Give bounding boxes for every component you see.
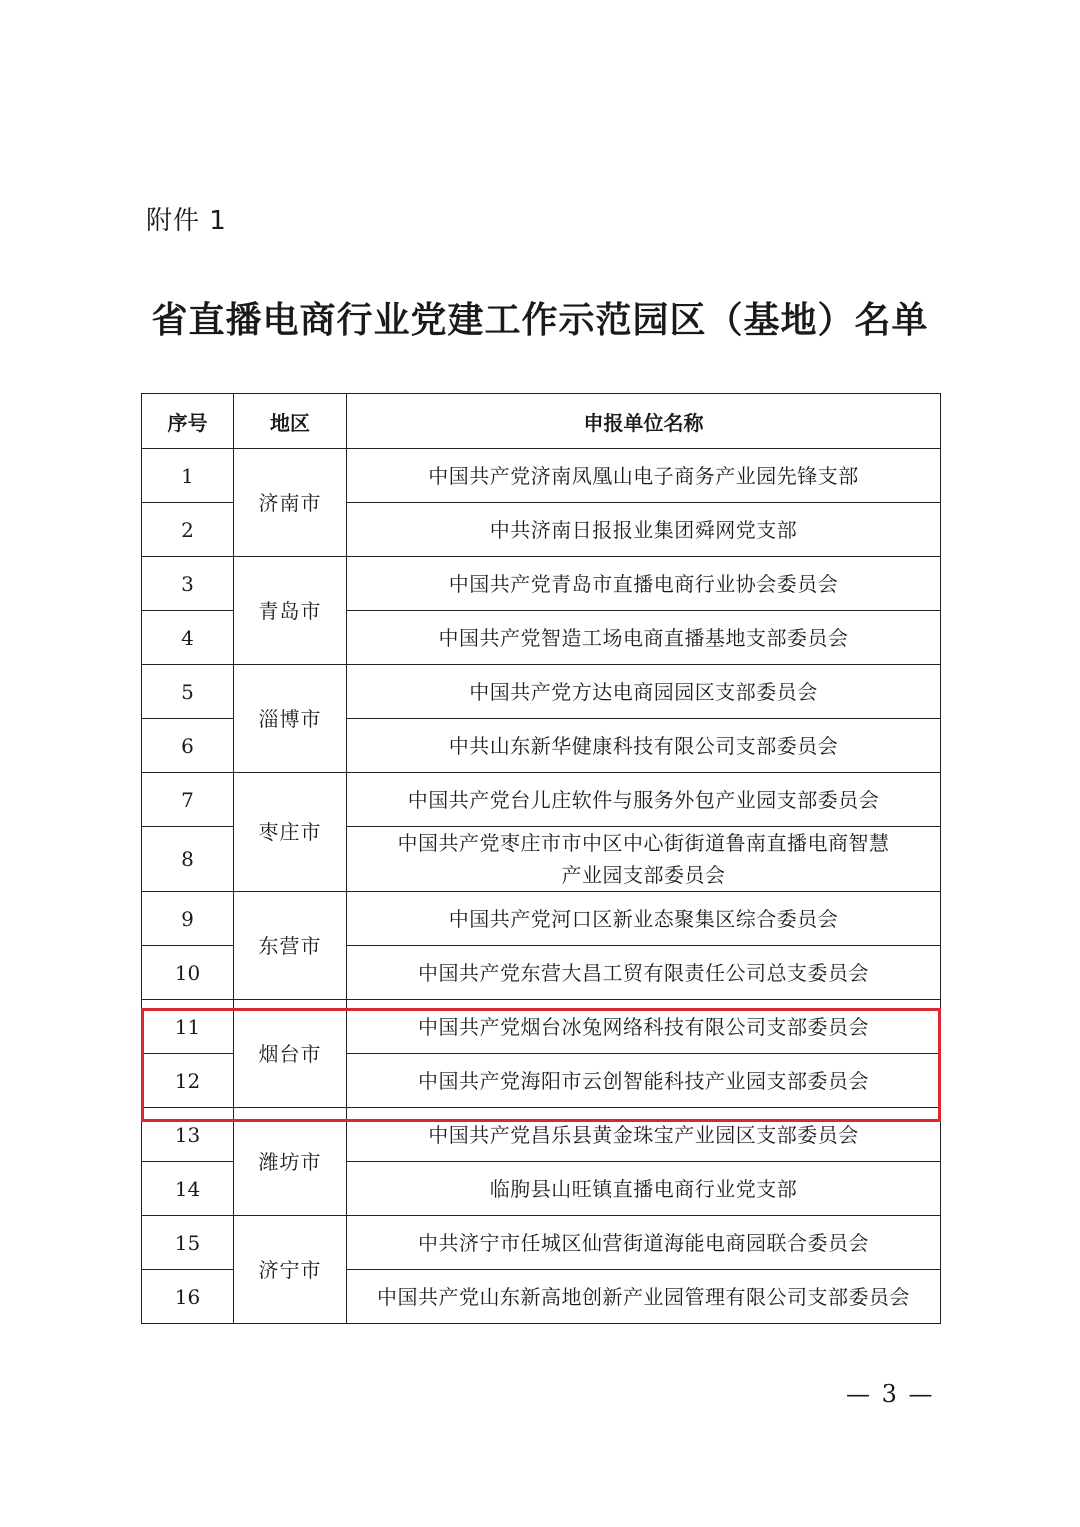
row-unit: 中国共产党方达电商园园区支部委员会 <box>347 665 941 719</box>
row-unit: 中国共产党山东新高地创新产业园管理有限公司支部委员会 <box>347 1270 941 1324</box>
table-header-row <box>142 394 941 449</box>
header-unit: 申报单位名称 <box>347 394 941 449</box>
table-row <box>142 773 941 827</box>
row-seq: 4 <box>142 611 234 665</box>
row-unit: 中共济宁市任城区仙营街道海能电商园联合委员会 <box>347 1216 941 1270</box>
row-seq: 9 <box>142 892 234 946</box>
table-row <box>142 1108 941 1162</box>
row-seq: 6 <box>142 719 234 773</box>
row-seq: 11 <box>142 1000 234 1054</box>
page-number: — 3 — <box>846 1380 935 1408</box>
row-seq: 3 <box>142 557 234 611</box>
row-region: 青岛市 <box>234 557 347 665</box>
row-unit-multiline <box>347 827 941 892</box>
row-region: 潍坊市 <box>234 1108 347 1216</box>
row-unit: 中国共产党河口区新业态聚集区综合委员会 <box>347 892 941 946</box>
row-unit-line-1: 中国共产党枣庄市市中区中心街街道鲁南直播电商智慧 <box>397 831 890 855</box>
attachment-label: 附件 1 <box>146 206 227 236</box>
table-row <box>142 449 941 503</box>
row-unit: 临朐县山旺镇直播电商行业党支部 <box>347 1162 941 1216</box>
row-seq: 5 <box>142 665 234 719</box>
row-seq: 2 <box>142 503 234 557</box>
row-unit: 中国共产党东营大昌工贸有限责任公司总支委员会 <box>347 946 941 1000</box>
row-region: 淄博市 <box>234 665 347 773</box>
row-region: 济宁市 <box>234 1216 347 1324</box>
row-region: 烟台市 <box>234 1000 347 1108</box>
row-seq: 10 <box>142 946 234 1000</box>
row-unit: 中国共产党济南凤凰山电子商务产业园先锋支部 <box>347 449 941 503</box>
header-seq: 序号 <box>142 394 234 449</box>
row-seq: 13 <box>142 1108 234 1162</box>
row-unit: 中共山东新华健康科技有限公司支部委员会 <box>347 719 941 773</box>
table-row <box>142 1216 941 1270</box>
table-row-highlighted <box>142 1000 941 1054</box>
row-region: 东营市 <box>234 892 347 1000</box>
row-unit: 中国共产党海阳市云创智能科技产业园支部委员会 <box>347 1054 941 1108</box>
row-unit: 中国共产党智造工场电商直播基地支部委员会 <box>347 611 941 665</box>
row-unit: 中国共产党昌乐县黄金珠宝产业园区支部委员会 <box>347 1108 941 1162</box>
row-unit-line-2: 产业园支部委员会 <box>561 863 726 887</box>
table-row <box>142 557 941 611</box>
demonstration-park-table <box>141 393 941 1324</box>
row-seq: 8 <box>142 827 234 892</box>
row-region: 济南市 <box>234 449 347 557</box>
table-row <box>142 892 941 946</box>
row-seq: 7 <box>142 773 234 827</box>
row-seq: 14 <box>142 1162 234 1216</box>
row-unit: 中国共产党烟台冰兔网络科技有限公司支部委员会 <box>347 1000 941 1054</box>
row-seq: 1 <box>142 449 234 503</box>
table-row <box>142 665 941 719</box>
row-region: 枣庄市 <box>234 773 347 892</box>
row-seq: 12 <box>142 1054 234 1108</box>
header-region: 地区 <box>234 394 347 449</box>
row-seq: 15 <box>142 1216 234 1270</box>
row-unit: 中国共产党台儿庄软件与服务外包产业园支部委员会 <box>347 773 941 827</box>
row-unit: 中共济南日报报业集团舜网党支部 <box>347 503 941 557</box>
row-seq: 16 <box>142 1270 234 1324</box>
document-title: 省直播电商行业党建工作示范园区（基地）名单 <box>151 299 929 341</box>
row-unit: 中国共产党青岛市直播电商行业协会委员会 <box>347 557 941 611</box>
